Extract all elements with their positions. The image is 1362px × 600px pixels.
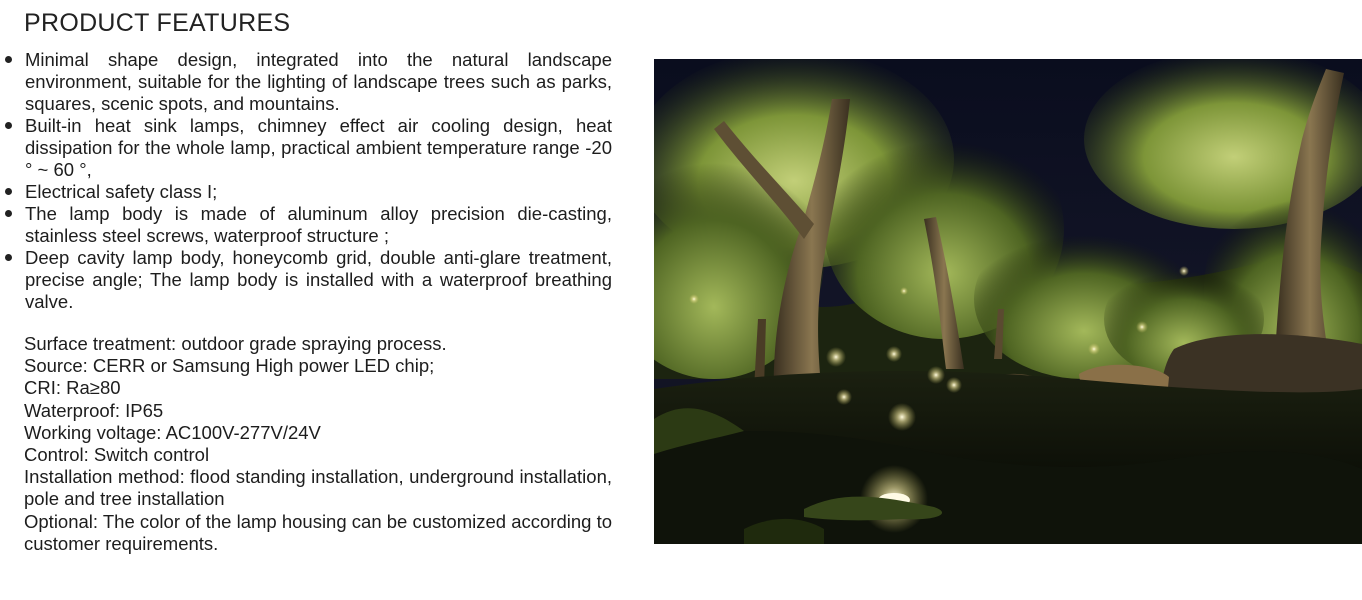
feature-list xyxy=(0,49,612,313)
feature-text: Minimal shape design, integrated into the natural landscape environment, suitable for the lighting of landscape trees such as parks, squares, scenic spots, and mountains. xyxy=(25,49,612,114)
spec-working-voltage: Working voltage: AC100V-277V/24V xyxy=(24,421,321,443)
spec-cri: CRI: Ra≥80 xyxy=(24,377,121,399)
feature-item xyxy=(0,247,612,313)
bullet-icon xyxy=(5,56,12,63)
spec-surface-treatment: Surface treatment: outdoor grade spraying process. xyxy=(24,333,447,354)
feature-text: Electrical safety class I; xyxy=(25,181,218,202)
spec-installation-method: Installation method: flood standing installation, underground installation, pole and tree installation xyxy=(24,466,612,510)
feature-item xyxy=(0,181,612,203)
feature-text: The lamp body is made of aluminum alloy precision die-casting, stainless steel screws, waterproof structure ; xyxy=(25,203,612,246)
feature-item xyxy=(0,49,612,115)
bullet-icon xyxy=(5,254,12,261)
spec-list xyxy=(24,333,612,555)
feature-text: Built-in heat sink lamps, chimney effect air cooling design, heat dissipation for the whole lamp, practical ambient temperature range -20 ° ~ 60 °, xyxy=(25,115,612,180)
feature-item xyxy=(0,203,612,247)
feature-text: Deep cavity lamp body, honeycomb grid, double anti-glare treatment, precise angle; The lamp body is installed with a waterproof breathing valve. xyxy=(25,247,612,312)
bullet-icon xyxy=(5,188,12,195)
spec-waterproof: Waterproof: IP65 xyxy=(24,399,164,421)
spec-source: Source: CERR or Samsung High power LED chip; xyxy=(24,355,435,377)
feature-item xyxy=(0,115,612,181)
product-photo xyxy=(654,59,1362,544)
page-title: PRODUCT FEATURES xyxy=(24,9,291,37)
bullet-icon xyxy=(5,210,12,217)
spec-control: Control: Switch control xyxy=(24,444,210,466)
landscape-lighting-image xyxy=(654,59,1362,544)
bullet-icon xyxy=(5,122,12,129)
spec-optional: Optional: The color of the lamp housing can be customized according to customer requirements. xyxy=(24,510,612,554)
